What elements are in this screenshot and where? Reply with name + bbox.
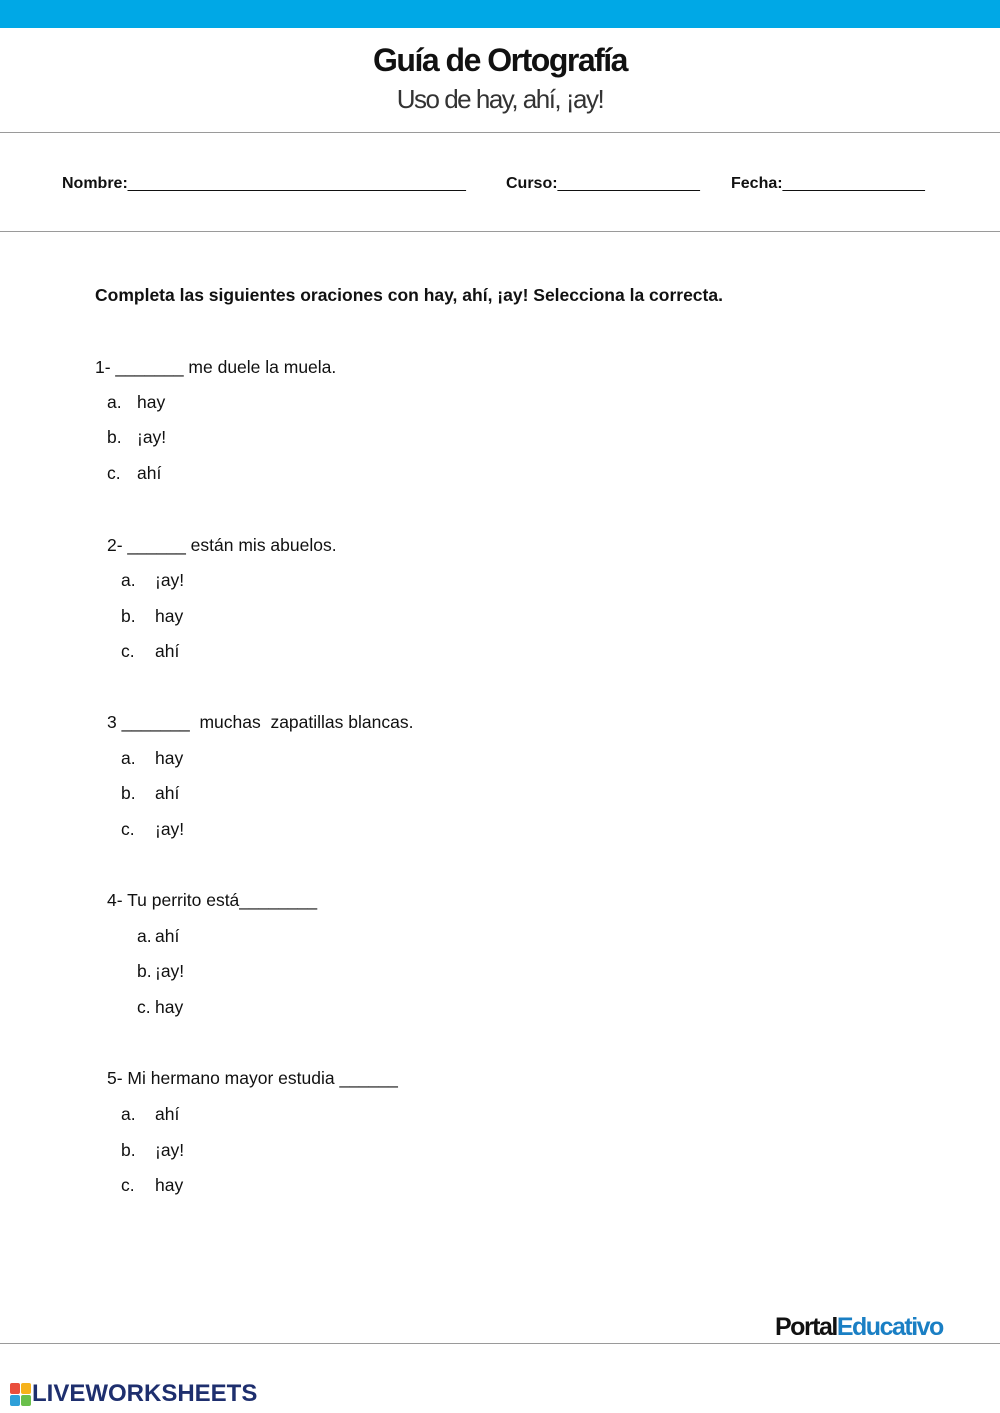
liveworksheets-text: LIVEWORKSHEETS <box>32 1380 258 1407</box>
instruction-text: Completa las siguientes oraciones con hay, ahí, ¡ay! Selecciona la correcta. <box>95 285 723 305</box>
option-5c[interactable]: c. hay <box>121 1175 184 1195</box>
name-line: ______________________________________ <box>127 175 466 192</box>
option-4b[interactable]: b. ¡ay! <box>137 961 185 981</box>
option-2c[interactable]: c. ahí <box>121 641 180 661</box>
liveworksheets-logo[interactable] <box>10 1380 257 1408</box>
portal-educativo-logo: PortalEducativo <box>775 1313 943 1341</box>
question-4: 4- Tu perrito está________ <box>107 890 318 910</box>
question-1: 1- _______ me duele la muela. <box>95 357 337 377</box>
option-5a[interactable]: a. ahí <box>121 1104 180 1124</box>
date-field[interactable] <box>731 175 925 193</box>
option-1c[interactable]: c. ahí <box>107 463 162 483</box>
option-4a[interactable]: a. ahí <box>137 926 180 946</box>
option-5b[interactable]: b. ¡ay! <box>121 1140 185 1160</box>
date-line: ________________ <box>782 175 925 192</box>
course-field[interactable] <box>506 175 700 193</box>
option-1a[interactable]: a. hay <box>107 392 166 412</box>
question-2: 2- ______ están mis abuelos. <box>107 535 337 555</box>
option-2b[interactable]: b. hay <box>121 606 184 626</box>
option-1b[interactable]: b. ¡ay! <box>107 427 167 447</box>
header-divider <box>0 132 1000 133</box>
course-label: Curso: <box>506 175 558 192</box>
fields-divider <box>0 231 1000 232</box>
page-title: Guía de Ortografía <box>373 42 627 78</box>
option-3c[interactable]: c. ¡ay! <box>121 819 185 839</box>
top-accent-bar <box>0 0 1000 28</box>
option-3a[interactable]: a. hay <box>121 748 184 768</box>
date-label: Fecha: <box>731 175 783 192</box>
name-field[interactable] <box>62 175 466 193</box>
footer-divider <box>0 1343 1000 1344</box>
name-label: Nombre: <box>62 175 128 192</box>
option-4c[interactable]: c. hay <box>137 997 184 1017</box>
option-2a[interactable]: a. ¡ay! <box>121 570 185 590</box>
course-line: ________________ <box>557 175 700 192</box>
option-3b[interactable]: b. ahí <box>121 783 180 803</box>
liveworksheets-icon <box>10 1383 30 1405</box>
question-3: 3 _______ muchas zapatillas blancas. <box>107 712 414 732</box>
page-subtitle: Uso de hay, ahí, ¡ay! <box>396 84 604 114</box>
question-5: 5- Mi hermano mayor estudia ______ <box>107 1068 398 1088</box>
